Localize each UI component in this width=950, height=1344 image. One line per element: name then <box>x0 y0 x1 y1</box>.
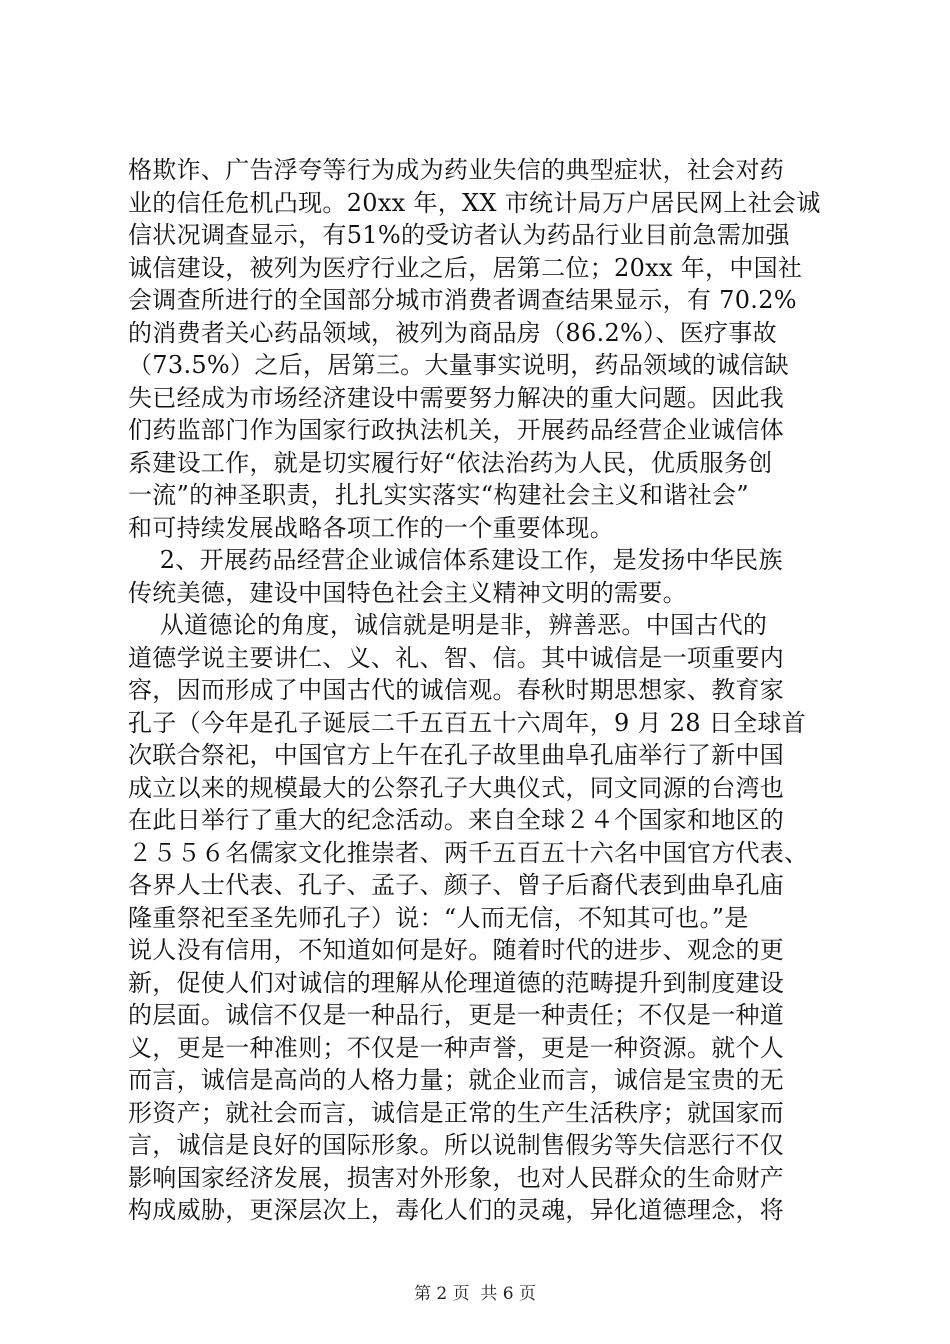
text-line: 构成威胁，更深层次上，毒化人们的灵魂，异化道德理念，将 <box>128 1196 785 1224</box>
text-line: 从道德论的角度，诚信就是明是非，辨善恶。中国古代的 <box>128 611 768 639</box>
text-line: 的消费者关心药品领域，被列为商品房（86.2%）、医疗事故 <box>128 318 777 347</box>
text-line: 孔子（今年是孔子诞辰二千五百五十六周年，9 月 28 日全球首 <box>128 708 806 737</box>
text-line: 一流”的神圣职责，扎扎实实落实“构建社会主义和谐社会” <box>128 481 749 509</box>
text-line: 影响国家经济发展，损害对外形象，也对人民群众的生命财产 <box>128 1163 785 1192</box>
text-line: 传统美德，建设中国特色社会主义精神文明的需要。 <box>128 578 687 607</box>
text-line: 的层面。诚信不仅是一种品行，更是一种责任；不仅是一种道 <box>128 1001 785 1029</box>
text-line: 和可持续发展战略各项工作的一个重要体现。 <box>128 513 614 542</box>
text-line: 诚信建设，被列为医疗行业之后，居第二位；20xx 年，中国社 <box>128 253 803 282</box>
text-line: 在此日举行了重大的纪念活动。来自全球２４个国家和地区的 <box>128 806 785 834</box>
text-line: 失已经成为市场经济建设中需要努力解决的重大问题。因此我 <box>128 383 785 412</box>
text-line: （73.5%）之后，居第三。大量事实说明，药品领域的诚信缺 <box>128 351 789 379</box>
text-line: 义，更是一种准则；不仅是一种声誉，更是一种资源。就个人 <box>128 1033 785 1062</box>
text-line: 成立以来的规模最大的公祭孔子大典仪式，同文同源的台湾也 <box>128 773 785 802</box>
text-line: 说人没有信用，不知道如何是好。随着时代的进步、观念的更 <box>128 936 785 964</box>
text-line: 业的信任危机凸现。20xx 年，XX 市统计局万户居民网上社会诚 <box>128 188 821 217</box>
document-body <box>128 154 848 1227</box>
text-line: 信状况调查显示，有51%的受访者认为药品行业目前急需加强 <box>128 221 790 249</box>
text-line: 形资产；就社会而言，诚信是正常的生产生活秩序；就国家而 <box>128 1098 785 1127</box>
text-line: 2、开展药品经营企业诚信体系建设工作，是发扬中华民族 <box>128 546 783 574</box>
text-line: 们药监部门作为国家行政执法机关，开展药品经营企业诚信体 <box>128 416 785 444</box>
text-line: 道德学说主要讲仁、义、礼、智、信。其中诚信是一项重要内 <box>128 643 785 672</box>
text-line: 而言，诚信是高尚的人格力量；就企业而言，诚信是宝贵的无 <box>128 1066 785 1094</box>
page-footer: 第 2 页 共 6 页 <box>413 1284 537 1304</box>
text-line: 新，促使人们对诚信的理解从伦理道德的范畴提升到制度建设 <box>128 968 785 997</box>
text-line: 容，因而形成了中国古代的诚信观。春秋时期思想家、教育家 <box>128 676 785 704</box>
text-line: 会调查所进行的全国部分城市消费者调查结果显示，有 70.2% <box>128 286 797 314</box>
text-line: 言，诚信是良好的国际形象。所以说制售假劣等失信恶行不仅 <box>128 1131 785 1159</box>
text-line: 格欺诈、广告浮夸等行为成为药业失信的典型症状，社会对药 <box>128 156 785 184</box>
text-line: 各界人士代表、孔子、孟子、颜子、曾子后裔代表到曲阜孔庙 <box>128 871 785 899</box>
text-line: ２５５６名儒家文化推崇者、两千五百五十六名中国官方代表、 <box>128 838 809 867</box>
text-line: 隆重祭祀至圣先师孔子）说：“人而无信，不知其可也。”是 <box>128 903 749 932</box>
text-line: 系建设工作，就是切实履行好“依法治药为人民，优质服务创 <box>128 448 773 477</box>
text-line: 次联合祭祀，中国官方上午在孔子故里曲阜孔庙举行了新中国 <box>128 741 785 769</box>
